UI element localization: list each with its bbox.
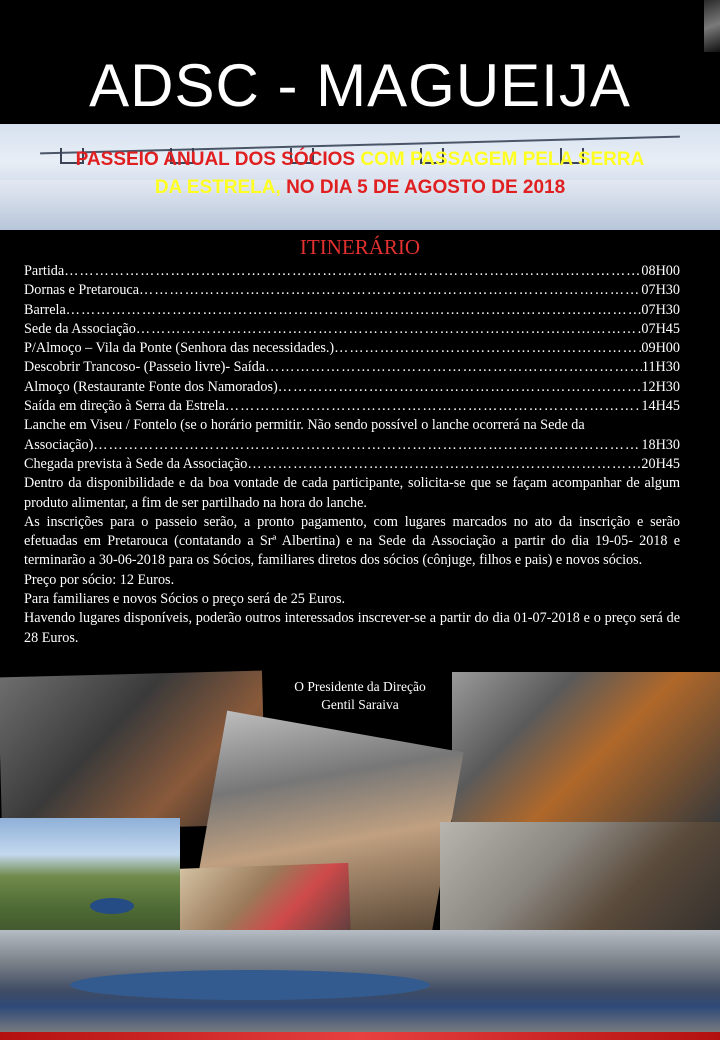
itinerary-row [24, 455, 680, 474]
row-time: 12H30 [641, 378, 680, 395]
itinerary-row [24, 378, 680, 397]
itinerary-row [24, 436, 680, 455]
bus-photo [452, 672, 720, 822]
row-time: 07H30 [641, 282, 680, 299]
itinerary-title: ITINERÁRIO [299, 235, 421, 259]
row-label: P/Almoço – Vila da Ponte (Senhora das necessidades.) [24, 340, 335, 357]
row-label: Almoço (Restaurante Fonte dos Namorados) [24, 378, 278, 395]
row-label: Descobrir Trancoso- (Passeio livre)- Saída [24, 359, 266, 376]
ski-lift-banner [0, 124, 720, 230]
row-time: 20H45 [641, 455, 680, 472]
reservoir [70, 970, 430, 1000]
itinerary-row [24, 262, 680, 281]
info-paragraph: Havendo lugares disponíveis, poderão outros interessados inscrever-se a partir do dia 01-07-2018 e o preço será de 28 Euros. [24, 610, 680, 646]
itinerary-row [24, 281, 680, 300]
event-headline [0, 146, 720, 202]
price-line: Preço por sócio: 12 Euros. [24, 571, 175, 588]
row-time: 18H30 [641, 436, 680, 453]
row-label: Saída em direção à Serra da Estrela [24, 398, 225, 415]
price-line: Para familiares e novos Sócios o preço será de 25 Euros. [24, 591, 346, 608]
row-time: 11H30 [641, 359, 680, 376]
itinerary-row [24, 358, 680, 377]
corner-accent [704, 0, 720, 52]
info-paragraph: As inscrições para o passeio serão, a pronto pagamento, com lugares marcados no ato da inscrição e serão efetuadas em Pretarouca (contatando a Srª Albertina) e na Sede da Associação a partir do dia 19-05- 2018 e terminarão a 30-06-2018 para os Sócios, familiares diretos dos sócios (cônjuge, filhos e pais) e novos sócios. [24, 513, 680, 569]
footer-accent-line [0, 1032, 720, 1040]
signature-block [270, 678, 450, 718]
row-label: Partida [24, 263, 65, 279]
headline-part: COM PASSAGEM PELA SERRA [360, 149, 645, 170]
row-time: 14H45 [641, 398, 680, 415]
info-paragraph: Dentro da disponibilidade e da boa vontade de cada participante, solicita-se que se façam acompanhar de algum produto alimentar, a fim de ser partilhado na hora do lanche. [24, 475, 680, 511]
row-label: Barrela [24, 301, 66, 318]
mountain-lake-photo [0, 818, 180, 948]
lanche-line [24, 416, 680, 435]
itinerary-row [24, 339, 680, 358]
lanche-text: Lanche em Viseu / Fontelo (se o horário permitir. Não sendo possível o lanche ocorrerá na Sede da [24, 417, 585, 434]
row-time: 08H00 [641, 263, 680, 279]
signature-role: O Presidente da Direção [294, 679, 426, 694]
row-label: Sede da Associação [24, 320, 136, 337]
serra-landscape-photo [0, 930, 720, 1040]
row-time: 07H45 [641, 320, 680, 337]
itinerary-row [24, 397, 680, 416]
itinerary-row [24, 301, 680, 320]
itinerary-body [24, 262, 680, 648]
row-label: Chegada prevista à Sede da Associação [24, 455, 248, 472]
headline-part: NO DIA 5 DE AGOSTO DE 2018 [286, 177, 566, 198]
page-title: ADSC - MAGUEIJA [89, 52, 631, 119]
itinerary-row [24, 320, 680, 339]
headline-part: DA ESTRELA, [154, 177, 281, 198]
row-time: 09H00 [641, 340, 680, 357]
signature-name: Gentil Saraiva [321, 697, 399, 712]
row-label: Associação) [24, 436, 94, 453]
row-time: 07H30 [641, 301, 680, 318]
row-label: Dornas e Pretarouca [24, 282, 140, 299]
lake [90, 898, 134, 914]
headline-part: PASSEIO ANUAL DOS SÓCIOS [75, 149, 356, 170]
